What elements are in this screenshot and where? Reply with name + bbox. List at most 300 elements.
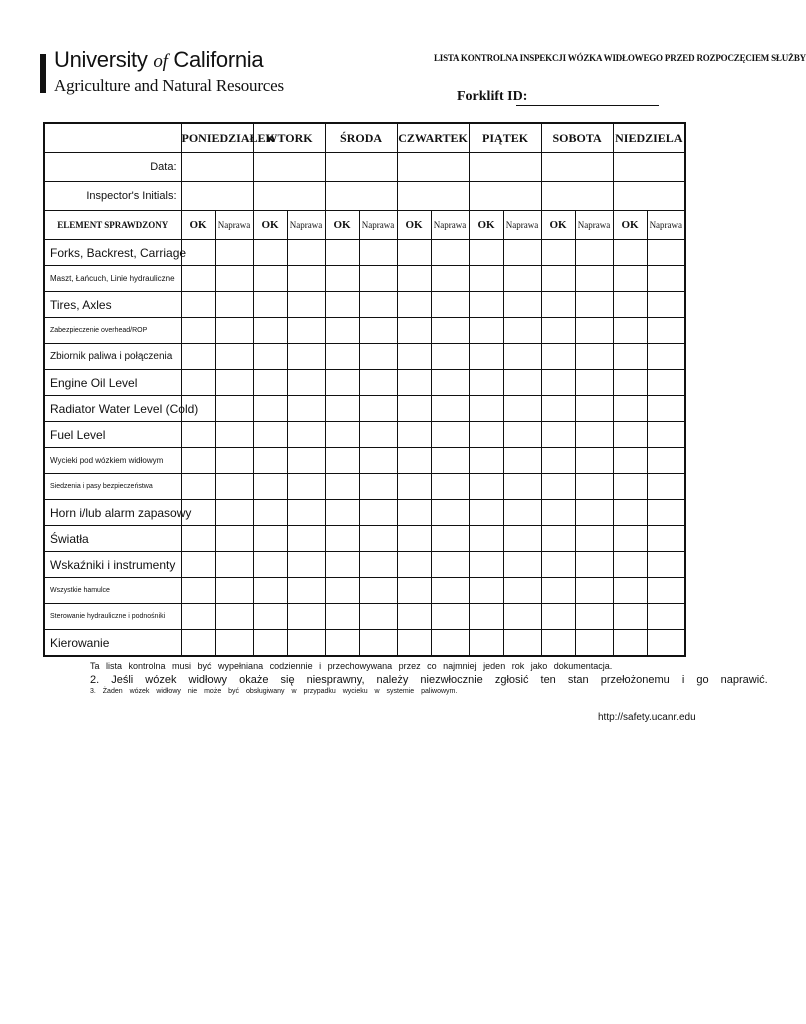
ok-check-cell[interactable] [469,604,503,630]
repair-check-cell[interactable] [431,240,469,266]
repair-check-cell[interactable] [575,448,613,474]
repair-check-cell[interactable] [431,266,469,292]
item-row [44,292,685,318]
ok-check-cell[interactable] [181,240,215,266]
ok-check-cell[interactable] [613,318,647,344]
item-label: Światła [44,526,181,552]
ok-check-cell[interactable] [181,604,215,630]
repair-check-cell[interactable] [575,318,613,344]
ok-check-cell[interactable] [253,578,287,604]
repair-check-cell[interactable] [503,422,541,448]
item-row [44,422,685,448]
item-row [44,448,685,474]
logo-of: of [153,51,168,72]
repair-check-cell[interactable] [215,240,253,266]
ok-check-cell[interactable] [253,526,287,552]
ok-check-cell[interactable] [253,448,287,474]
ok-check-cell[interactable] [397,474,431,500]
ok-check-cell[interactable] [469,630,503,657]
repair-check-cell[interactable] [359,396,397,422]
date-label: Data: [44,153,181,182]
item-row [44,396,685,422]
repair-check-cell[interactable] [503,292,541,318]
repair-check-cell[interactable] [359,526,397,552]
repair-check-cell[interactable] [647,344,685,370]
ok-check-cell[interactable] [181,448,215,474]
repair-check-cell[interactable] [503,474,541,500]
repair-check-cell[interactable] [287,474,325,500]
repair-check-cell[interactable] [287,344,325,370]
repair-check-cell[interactable] [647,318,685,344]
ok-check-cell[interactable] [253,474,287,500]
repair-check-cell[interactable] [647,240,685,266]
ok-check-cell[interactable] [181,552,215,578]
ok-check-cell[interactable] [325,396,359,422]
ok-check-cell[interactable] [325,266,359,292]
footer-url[interactable]: http://safety.ucanr.edu [598,712,696,723]
item-row [44,578,685,604]
ok-check-cell[interactable] [253,240,287,266]
repair-check-cell[interactable] [503,396,541,422]
repair-header: Naprawa [215,211,253,240]
repair-check-cell[interactable] [647,266,685,292]
item-label: Forks, Backrest, Carriage [44,240,181,266]
day-header: ŚRODA [325,123,397,153]
repair-check-cell[interactable] [215,370,253,396]
ok-check-cell[interactable] [541,318,575,344]
day-header: CZWARTEK [397,123,469,153]
ok-check-cell[interactable] [541,474,575,500]
repair-check-cell[interactable] [431,578,469,604]
repair-check-cell[interactable] [503,448,541,474]
repair-check-cell[interactable] [215,604,253,630]
repair-check-cell[interactable] [647,448,685,474]
ok-check-cell[interactable] [469,526,503,552]
element-header: ELEMENT SPRAWDZONY [44,211,181,240]
date-cell[interactable] [325,153,397,182]
logo-subtitle: Agriculture and Natural Resources [54,76,284,95]
ok-check-cell[interactable] [253,422,287,448]
ok-check-cell[interactable] [181,344,215,370]
ok-check-cell[interactable] [469,474,503,500]
item-label: Wycieki pod wózkiem widłowym [44,448,181,474]
repair-check-cell[interactable] [359,370,397,396]
repair-check-cell[interactable] [359,552,397,578]
item-row [44,604,685,630]
repair-check-cell[interactable] [215,266,253,292]
repair-check-cell[interactable] [431,630,469,657]
item-row [44,370,685,396]
ok-check-cell[interactable] [613,344,647,370]
ok-check-cell[interactable] [613,370,647,396]
repair-check-cell[interactable] [287,422,325,448]
repair-check-cell[interactable] [647,552,685,578]
item-label: Engine Oil Level [44,370,181,396]
ok-check-cell[interactable] [397,448,431,474]
repair-check-cell[interactable] [215,578,253,604]
ok-check-cell[interactable] [325,448,359,474]
repair-check-cell[interactable] [503,526,541,552]
repair-check-cell[interactable] [503,344,541,370]
date-cell[interactable] [397,153,469,182]
repair-check-cell[interactable] [575,396,613,422]
repair-check-cell[interactable] [647,578,685,604]
repair-check-cell[interactable] [215,318,253,344]
repair-check-cell[interactable] [503,370,541,396]
repair-check-cell[interactable] [359,292,397,318]
ok-check-cell[interactable] [253,604,287,630]
ok-check-cell[interactable] [253,344,287,370]
ok-check-cell[interactable] [469,578,503,604]
ok-check-cell[interactable] [325,422,359,448]
logo-bar [40,54,46,93]
repair-header: Naprawa [647,211,685,240]
ok-check-cell[interactable] [469,344,503,370]
ok-check-cell[interactable] [469,240,503,266]
repair-check-cell[interactable] [503,578,541,604]
item-label: Tires, Axles [44,292,181,318]
item-row [44,526,685,552]
ok-check-cell[interactable] [325,604,359,630]
initials-cell[interactable] [613,182,685,211]
repair-check-cell[interactable] [287,552,325,578]
repair-check-cell[interactable] [575,552,613,578]
initials-label: Inspector's Initials: [44,182,181,211]
note-3: 3. Żaden wózek widłowy nie może być obsługiwany w przypadku wycieku w systemie paliwowym. [90,688,458,695]
ok-check-cell[interactable] [181,370,215,396]
ok-check-cell[interactable] [181,578,215,604]
repair-check-cell[interactable] [647,396,685,422]
ok-check-cell[interactable] [325,240,359,266]
repair-check-cell[interactable] [431,448,469,474]
day-header-row [44,123,685,153]
ok-check-cell[interactable] [397,266,431,292]
ok-check-cell[interactable] [397,604,431,630]
repair-check-cell[interactable] [287,266,325,292]
ok-check-cell[interactable] [469,500,503,526]
ok-check-cell[interactable] [613,604,647,630]
repair-check-cell[interactable] [575,422,613,448]
repair-check-cell[interactable] [647,292,685,318]
repair-check-cell[interactable] [575,474,613,500]
repair-check-cell[interactable] [647,500,685,526]
repair-check-cell[interactable] [431,500,469,526]
repair-check-cell[interactable] [287,370,325,396]
item-label: Kierowanie [44,630,181,657]
ok-check-cell[interactable] [469,318,503,344]
date-row [44,153,685,182]
column-header-row [44,211,685,240]
ok-check-cell[interactable] [325,630,359,657]
repair-check-cell[interactable] [503,552,541,578]
date-cell[interactable] [613,153,685,182]
repair-check-cell[interactable] [359,630,397,657]
ok-check-cell[interactable] [397,526,431,552]
repair-check-cell[interactable] [431,526,469,552]
ok-check-cell[interactable] [541,604,575,630]
ok-check-cell[interactable] [181,266,215,292]
repair-check-cell[interactable] [575,240,613,266]
ok-check-cell[interactable] [469,396,503,422]
repair-check-cell[interactable] [215,630,253,657]
ok-check-cell[interactable] [253,396,287,422]
repair-check-cell[interactable] [359,422,397,448]
ok-check-cell[interactable] [325,552,359,578]
ok-check-cell[interactable] [613,500,647,526]
repair-check-cell[interactable] [359,266,397,292]
item-label: Horn i/lub alarm zapasowy [44,500,181,526]
repair-check-cell[interactable] [215,344,253,370]
ok-check-cell[interactable] [397,344,431,370]
ok-check-cell[interactable] [469,266,503,292]
repair-check-cell[interactable] [287,578,325,604]
ok-check-cell[interactable] [613,474,647,500]
repair-check-cell[interactable] [647,604,685,630]
ok-check-cell[interactable] [397,578,431,604]
repair-check-cell[interactable] [287,240,325,266]
item-row [44,630,685,657]
repair-check-cell[interactable] [647,526,685,552]
note-2: 2. Jeśli wózek widłowy okaże się niesprawny, należy niezwłocznie zgłosić ten stan przełożonemu i go naprawić. [90,674,768,686]
ok-check-cell[interactable] [397,552,431,578]
ok-check-cell[interactable] [469,552,503,578]
ok-header: OK [541,211,575,240]
repair-check-cell[interactable] [287,526,325,552]
repair-check-cell[interactable] [647,422,685,448]
day-header: NIEDZIELA [613,123,685,153]
repair-check-cell[interactable] [431,552,469,578]
repair-check-cell[interactable] [431,474,469,500]
ok-check-cell[interactable] [397,292,431,318]
date-cell[interactable] [541,153,613,182]
repair-check-cell[interactable] [359,240,397,266]
repair-check-cell[interactable] [431,396,469,422]
repair-check-cell[interactable] [575,578,613,604]
ok-check-cell[interactable] [253,500,287,526]
initials-cell[interactable] [469,182,541,211]
ok-check-cell[interactable] [613,578,647,604]
initials-cell[interactable] [181,182,253,211]
ok-check-cell[interactable] [613,396,647,422]
item-label: Sterowanie hydrauliczne i podnośniki [44,604,181,630]
ok-check-cell[interactable] [325,344,359,370]
repair-check-cell[interactable] [503,500,541,526]
ok-header: OK [325,211,359,240]
item-label: Siedzenia i pasy bezpieczeństwa [44,474,181,500]
ok-check-cell[interactable] [541,370,575,396]
ok-check-cell[interactable] [613,422,647,448]
repair-check-cell[interactable] [431,344,469,370]
logo-california: California [167,47,264,72]
ok-check-cell[interactable] [253,370,287,396]
ok-check-cell[interactable] [253,630,287,657]
repair-check-cell[interactable] [503,604,541,630]
repair-check-cell[interactable] [503,630,541,657]
ok-check-cell[interactable] [397,396,431,422]
ok-check-cell[interactable] [541,526,575,552]
ok-header: OK [253,211,287,240]
ok-check-cell[interactable] [541,266,575,292]
ok-check-cell[interactable] [325,370,359,396]
repair-check-cell[interactable] [287,318,325,344]
repair-check-cell[interactable] [359,318,397,344]
repair-check-cell[interactable] [575,266,613,292]
repair-check-cell[interactable] [287,448,325,474]
ok-check-cell[interactable] [613,240,647,266]
repair-check-cell[interactable] [647,474,685,500]
repair-check-cell[interactable] [431,292,469,318]
item-label: Wskaźniki i instrumenty [44,552,181,578]
item-row [44,318,685,344]
ok-check-cell[interactable] [253,552,287,578]
repair-check-cell[interactable] [575,344,613,370]
initials-cell[interactable] [325,182,397,211]
repair-check-cell[interactable] [215,448,253,474]
ok-check-cell[interactable] [613,448,647,474]
item-label: Wszystkie hamulce [44,578,181,604]
ok-check-cell[interactable] [613,266,647,292]
repair-check-cell[interactable] [503,318,541,344]
repair-check-cell[interactable] [359,500,397,526]
repair-check-cell[interactable] [359,474,397,500]
repair-check-cell[interactable] [215,474,253,500]
date-cell[interactable] [253,153,325,182]
repair-check-cell[interactable] [503,240,541,266]
ok-check-cell[interactable] [613,292,647,318]
ok-check-cell[interactable] [325,318,359,344]
repair-check-cell[interactable] [287,500,325,526]
repair-check-cell[interactable] [359,344,397,370]
repair-check-cell[interactable] [575,630,613,657]
ok-check-cell[interactable] [181,630,215,657]
ok-check-cell[interactable] [253,266,287,292]
ok-check-cell[interactable] [325,292,359,318]
ok-check-cell[interactable] [397,422,431,448]
repair-check-cell[interactable] [575,370,613,396]
forklift-id-label: Forklift ID: [457,89,528,104]
item-label: Radiator Water Level (Cold) [44,396,181,422]
repair-check-cell[interactable] [503,266,541,292]
ok-check-cell[interactable] [325,526,359,552]
initials-row [44,182,685,211]
ok-check-cell[interactable] [541,578,575,604]
ok-check-cell[interactable] [541,422,575,448]
ok-check-cell[interactable] [397,370,431,396]
date-cell[interactable] [181,153,253,182]
repair-check-cell[interactable] [359,448,397,474]
repair-check-cell[interactable] [215,422,253,448]
day-header: PIĄTEK [469,123,541,153]
item-row [44,474,685,500]
ok-check-cell[interactable] [253,318,287,344]
initials-cell[interactable] [397,182,469,211]
note-1: Ta lista kontrolna musi być wypełniana codziennie i przechowywana przez co najmniej jeden rok jako dokumentacja. [90,661,613,671]
repair-header: Naprawa [359,211,397,240]
repair-check-cell[interactable] [431,318,469,344]
ok-check-cell[interactable] [397,630,431,657]
repair-check-cell[interactable] [431,604,469,630]
ok-check-cell[interactable] [181,526,215,552]
initials-cell[interactable] [541,182,613,211]
ok-check-cell[interactable] [181,474,215,500]
ok-check-cell[interactable] [469,292,503,318]
notes [90,661,768,695]
repair-check-cell[interactable] [575,500,613,526]
ok-check-cell[interactable] [613,526,647,552]
repair-check-cell[interactable] [287,604,325,630]
repair-check-cell[interactable] [647,630,685,657]
ok-check-cell[interactable] [397,318,431,344]
logo-university: University [54,47,154,72]
initials-cell[interactable] [253,182,325,211]
repair-header: Naprawa [503,211,541,240]
ok-check-cell[interactable] [325,500,359,526]
ok-check-cell[interactable] [541,292,575,318]
ok-check-cell[interactable] [469,422,503,448]
ok-check-cell[interactable] [541,630,575,657]
ok-check-cell[interactable] [325,474,359,500]
repair-check-cell[interactable] [431,422,469,448]
repair-header: Naprawa [287,211,325,240]
repair-check-cell[interactable] [215,526,253,552]
item-label: Maszt, Łańcuch, Linie hydrauliczne [44,266,181,292]
repair-check-cell[interactable] [215,500,253,526]
item-row [44,344,685,370]
ok-check-cell[interactable] [541,396,575,422]
ok-check-cell[interactable] [253,292,287,318]
item-row [44,552,685,578]
repair-check-cell[interactable] [359,604,397,630]
ok-header: OK [469,211,503,240]
repair-check-cell[interactable] [215,396,253,422]
repair-check-cell[interactable] [647,370,685,396]
ok-check-cell[interactable] [469,370,503,396]
forklift-id-field[interactable] [516,105,659,106]
inspection-table [43,122,686,657]
ok-check-cell[interactable] [181,422,215,448]
ok-check-cell[interactable] [397,240,431,266]
repair-check-cell[interactable] [287,630,325,657]
ok-check-cell[interactable] [325,578,359,604]
repair-check-cell[interactable] [575,292,613,318]
repair-check-cell[interactable] [287,292,325,318]
repair-check-cell[interactable] [215,552,253,578]
repair-check-cell[interactable] [359,578,397,604]
ok-check-cell[interactable] [541,552,575,578]
day-header: WTORK [253,123,325,153]
repair-check-cell[interactable] [215,292,253,318]
ok-check-cell[interactable] [541,500,575,526]
ok-check-cell[interactable] [469,448,503,474]
ok-check-cell[interactable] [541,448,575,474]
ok-check-cell[interactable] [613,630,647,657]
ok-check-cell[interactable] [541,240,575,266]
ok-check-cell[interactable] [541,344,575,370]
ok-check-cell[interactable] [181,318,215,344]
repair-check-cell[interactable] [431,370,469,396]
repair-check-cell[interactable] [575,526,613,552]
repair-check-cell[interactable] [575,604,613,630]
date-cell[interactable] [469,153,541,182]
repair-check-cell[interactable] [287,396,325,422]
day-header: SOBOTA [541,123,613,153]
item-row [44,266,685,292]
ok-check-cell[interactable] [613,552,647,578]
ok-check-cell[interactable] [181,292,215,318]
item-label: Fuel Level [44,422,181,448]
ok-check-cell[interactable] [397,500,431,526]
document-title: LISTA KONTROLNA INSPEKCJI WÓZKA WIDŁOWEGO PRZED ROZPOCZĘCIEM SŁUŻBY [434,53,806,63]
